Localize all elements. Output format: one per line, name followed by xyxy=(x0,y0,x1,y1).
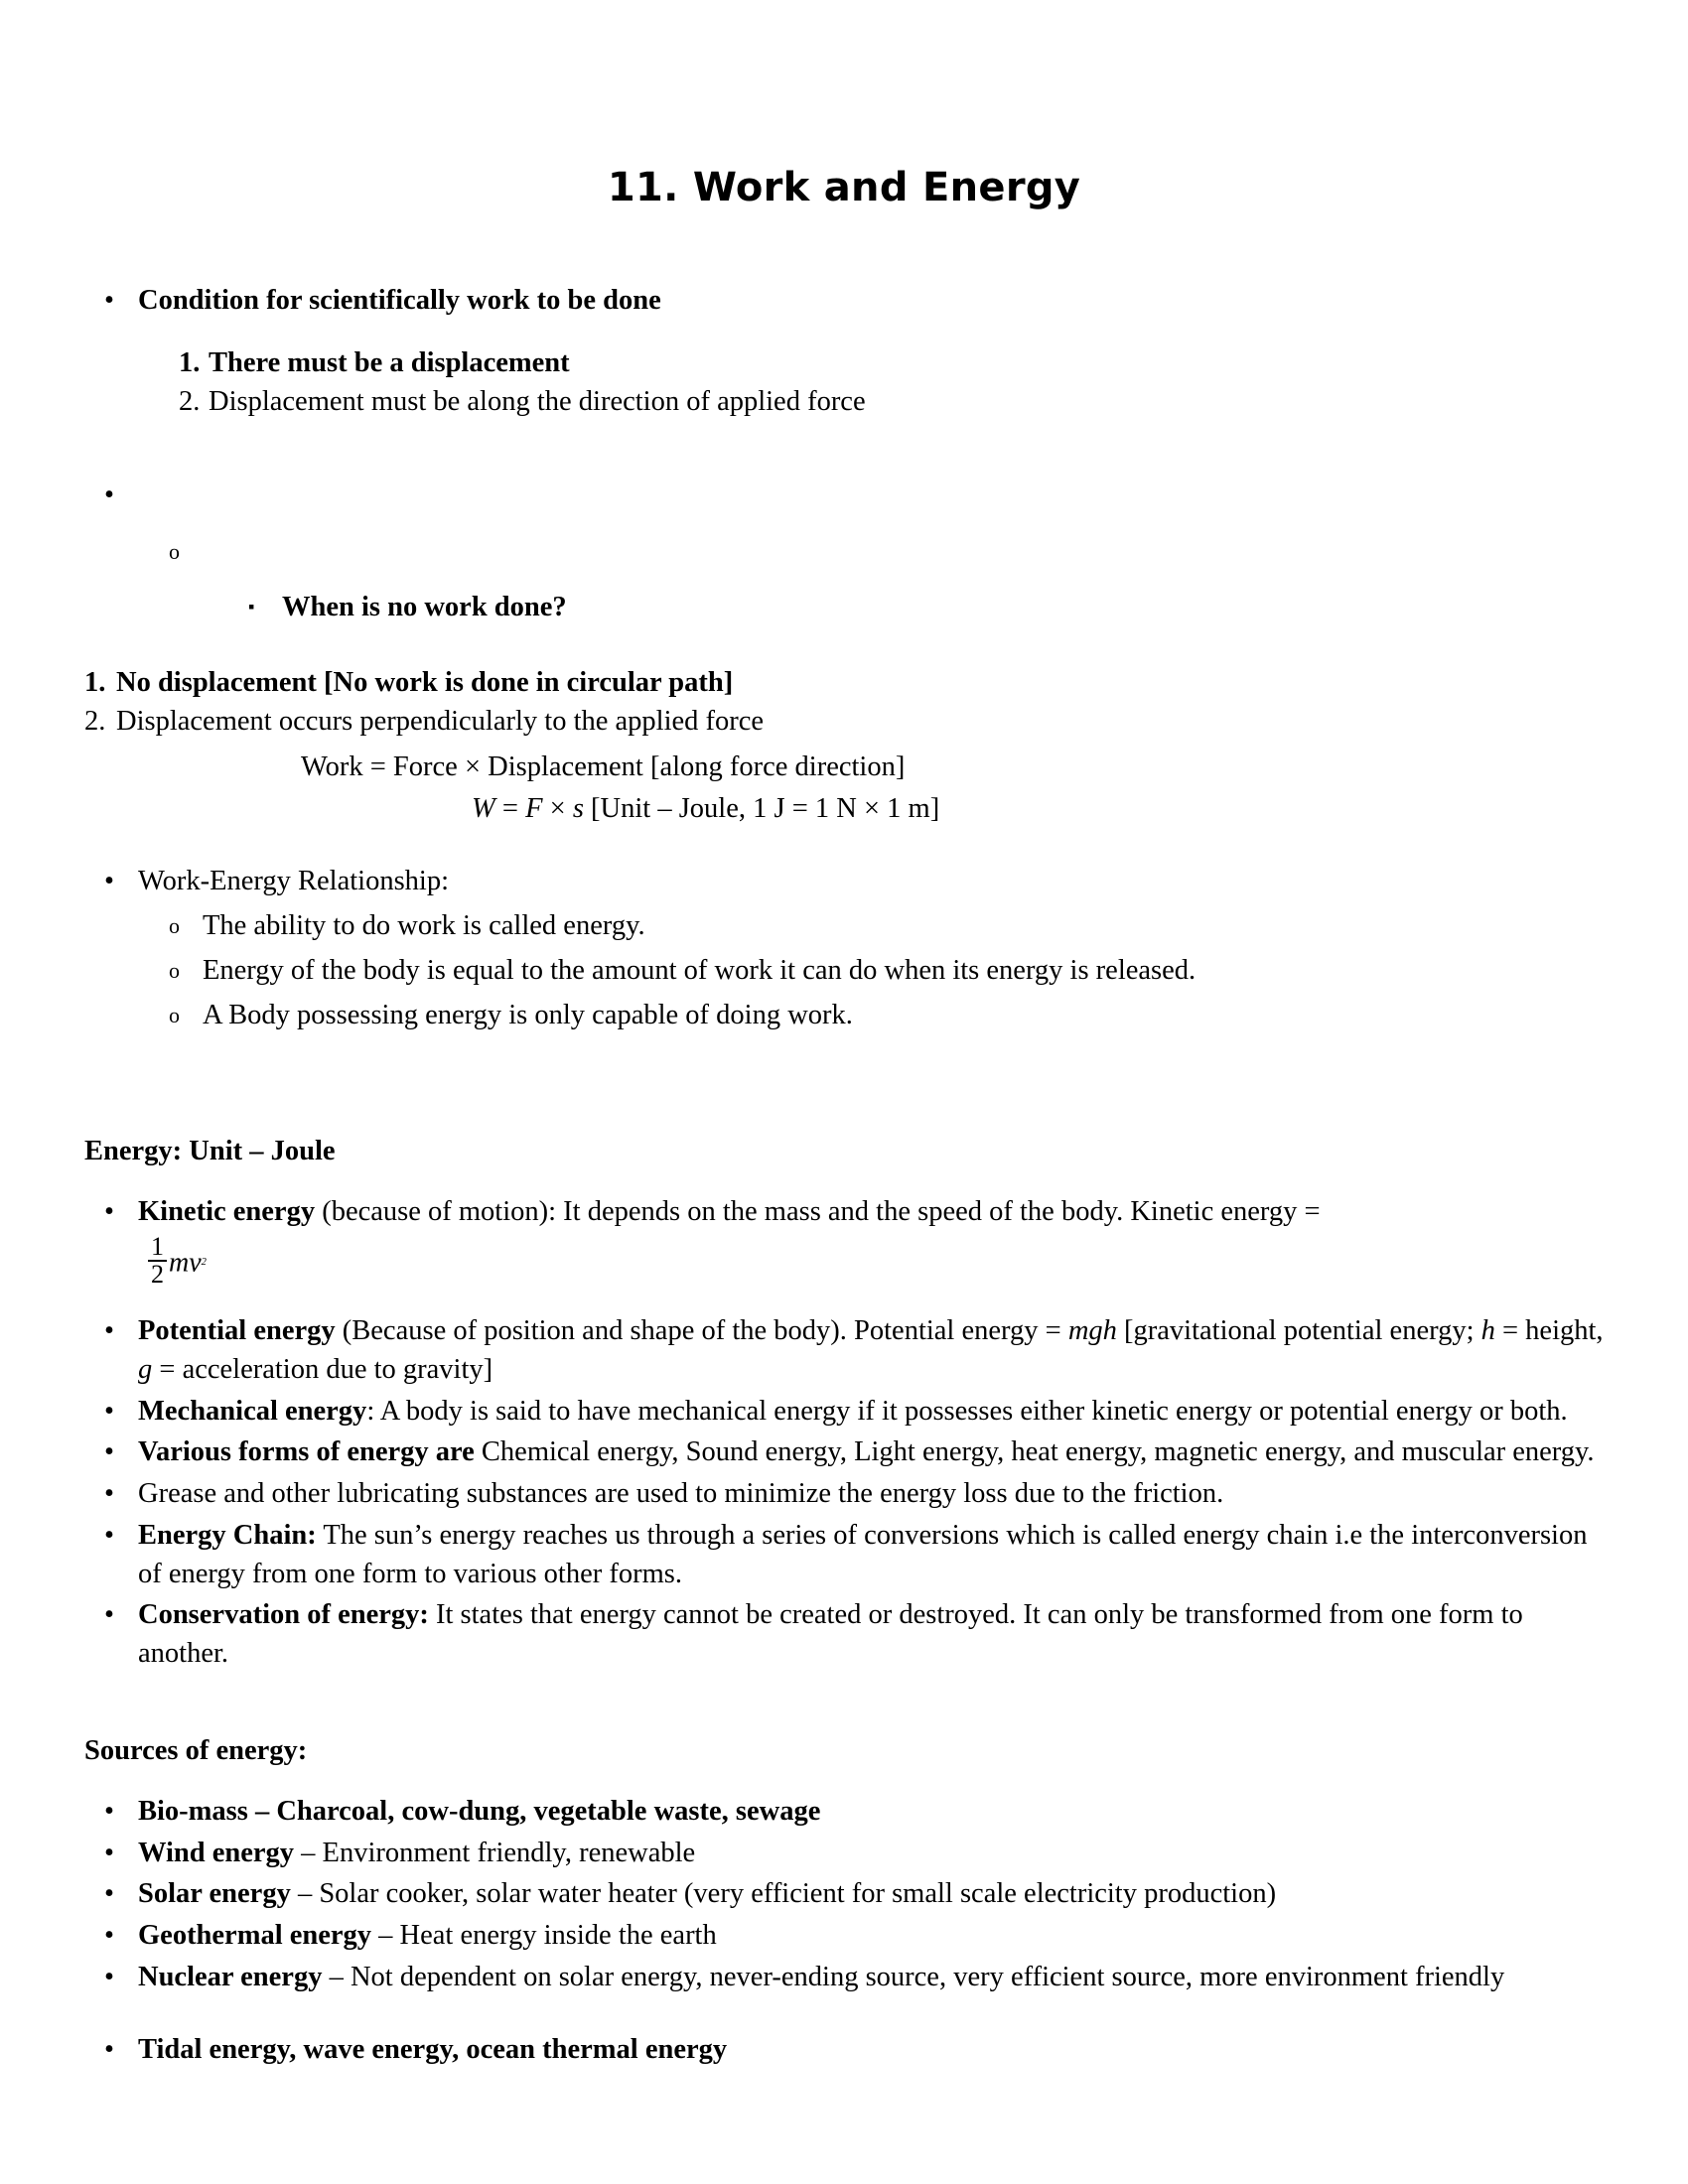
formula-unit-label: [Unit – Joule, 1 J = 1 N × 1 m] xyxy=(583,793,940,825)
grease-label: Grease and other lubricating substances are used to minimize the energy loss due to the friction. xyxy=(138,1478,1224,1510)
formula-mv-label: mv xyxy=(169,1247,202,1279)
potential-energy-desc-c: = height, xyxy=(1494,1315,1604,1347)
fraction-numerator: 1 xyxy=(151,1232,164,1262)
energy-chain-text xyxy=(138,1517,1604,1594)
formula-work-words-label: Work = Force × Displacement [along force direction] xyxy=(301,751,906,783)
list-item xyxy=(179,344,1604,383)
work-energy-point-1-label: The ability to do work is called energy. xyxy=(203,910,645,942)
circle-bullet-icon: o xyxy=(169,1002,180,1027)
solar-energy-text xyxy=(138,1875,1604,1914)
bullet-nuclear-energy xyxy=(104,1959,1604,1997)
various-forms-text xyxy=(138,1433,1604,1472)
formula-symbol-f: F xyxy=(525,793,543,825)
list-item xyxy=(169,997,1604,1035)
wind-energy-description: – Environment friendly, renewable xyxy=(294,1837,696,1868)
formula-symbol-times: × xyxy=(542,793,573,825)
geothermal-energy-description: – Heat energy inside the earth xyxy=(371,1920,717,1952)
solar-energy-label: Solar energy xyxy=(138,1878,291,1910)
bullet-tidal-energy xyxy=(104,2031,1604,2070)
formula-symbol-s: s xyxy=(572,793,584,825)
bio-mass-text xyxy=(138,1793,1604,1832)
potential-energy-desc-d: = acceleration due to gravity] xyxy=(152,1353,493,1385)
list-item xyxy=(84,702,1604,742)
disc-bullet-icon: • xyxy=(104,1961,114,1992)
work-energy-point-3-label: A Body possessing energy is only capable of doing work. xyxy=(203,999,853,1030)
condition-item-1-label: There must be a displacement xyxy=(209,346,570,378)
sources-bullet-list xyxy=(104,1793,1604,1997)
energy-chain-label: Energy Chain: xyxy=(138,1519,317,1551)
disc-bullet-icon: • xyxy=(104,2033,114,2065)
kinetic-energy-text xyxy=(138,1193,1604,1232)
potential-energy-desc-a: (Because of position and shape of the body). Potential energy = xyxy=(335,1315,1068,1347)
disc-bullet-icon: • xyxy=(104,1837,114,1868)
no-work-numbered-list xyxy=(84,663,1604,743)
potential-energy-text xyxy=(138,1312,1604,1390)
bullet-when-no-work xyxy=(248,589,1604,627)
solar-energy-description: – Solar cooker, solar water heater (very efficient for small scale electricity production) xyxy=(290,1878,1277,1910)
formula-work-symbols xyxy=(472,793,1604,825)
condition-item-2-number: 2. xyxy=(179,385,201,417)
bullet-bio-mass xyxy=(104,1793,1604,1832)
wind-energy-label: Wind energy xyxy=(138,1837,295,1868)
section-condition xyxy=(104,282,1604,421)
disc-bullet-icon: • xyxy=(104,1519,114,1551)
bio-mass-label: Bio-mass – Charcoal, cow-dung, vegetable waste, sewage xyxy=(138,1795,821,1827)
bullet-wind-energy xyxy=(104,1835,1604,1873)
sources-heading: Sources of energy: xyxy=(84,1734,308,1766)
formula-symbol-w: W xyxy=(472,793,495,825)
disc-bullet-icon: • xyxy=(104,866,114,897)
mechanical-energy-label: Mechanical energy xyxy=(138,1395,367,1427)
bullet-work-energy-heading xyxy=(104,863,1604,901)
section-energy xyxy=(84,1136,1604,1674)
nuclear-energy-text xyxy=(138,1959,1604,1997)
energy-chain-description: The sun’s energy reaches us through a series of conversions which is called energy chain i.e the interconversion of energy from one form to various other forms. xyxy=(138,1519,1588,1589)
potential-energy-label: Potential energy xyxy=(138,1315,336,1347)
kinetic-energy-description: (because of motion): It depends on the mass and the speed of the body. Kinetic energy = xyxy=(315,1196,1321,1228)
list-item xyxy=(169,952,1604,991)
when-no-work-question-label: When is no work done? xyxy=(282,591,567,622)
formula-symbol-equals: = xyxy=(494,793,526,825)
circle-bullet-icon: o xyxy=(169,539,180,564)
list-item xyxy=(84,663,1604,703)
bullet-grease xyxy=(104,1475,1604,1514)
conservation-description: It states that energy cannot be created or destroyed. It can only be transformed from one form to another. xyxy=(138,1599,1523,1670)
formula-exponent-label: 2 xyxy=(201,1257,207,1269)
energy-bullet-list xyxy=(104,1193,1604,1674)
kinetic-energy-formula xyxy=(146,1234,1604,1309)
disc-bullet-icon: • xyxy=(104,1795,114,1827)
disc-bullet-icon: • xyxy=(104,1478,114,1510)
section-work-energy-relationship xyxy=(104,863,1604,1034)
disc-bullet-icon: • xyxy=(104,1395,114,1427)
bullet-various-forms xyxy=(104,1433,1604,1472)
tidal-energy-label: Tidal energy, wave energy, ocean thermal energy xyxy=(138,2033,728,2065)
page-title: 11. Work and Energy xyxy=(607,165,1081,210)
work-energy-point-2-label: Energy of the body is equal to the amount of work it can do when its energy is released. xyxy=(203,954,1196,986)
work-energy-sub-list xyxy=(169,907,1604,1034)
disc-bullet-icon: • xyxy=(104,1315,114,1347)
bullet-empty-level1 xyxy=(104,477,1604,515)
condition-heading-label: Condition for scientifically work to be done xyxy=(138,285,661,316)
conservation-label: Conservation of energy: xyxy=(138,1599,429,1631)
potential-energy-mgh: mgh xyxy=(1067,1315,1117,1347)
disc-bullet-icon: • xyxy=(104,479,114,511)
condition-item-1-number: 1. xyxy=(179,346,201,378)
disc-bullet-icon: • xyxy=(104,1599,114,1631)
nuclear-energy-description: – Not dependent on solar energy, never-ending source, very efficient source, more environment friendly xyxy=(322,1961,1505,1992)
nowork-item-1-number: 1. xyxy=(84,666,106,698)
fraction-denominator: 2 xyxy=(148,1260,167,1288)
work-energy-heading-label: Work-Energy Relationship: xyxy=(138,866,449,897)
bullet-geothermal-energy xyxy=(104,1917,1604,1956)
condition-numbered-list xyxy=(179,344,1604,422)
section-sources-of-energy xyxy=(84,1735,1604,2070)
energy-heading: Energy: Unit – Joule xyxy=(84,1136,336,1167)
nuclear-energy-label: Nuclear energy xyxy=(138,1961,323,1992)
disc-bullet-icon: • xyxy=(104,1920,114,1952)
nowork-item-2-number: 2. xyxy=(84,706,106,738)
circle-bullet-icon: o xyxy=(169,913,180,939)
formula-work-words xyxy=(301,751,1604,783)
circle-bullet-icon: o xyxy=(169,957,180,983)
one-half-fraction xyxy=(148,1234,167,1288)
square-bullet-icon: ▪ xyxy=(248,596,255,616)
wind-energy-text xyxy=(138,1835,1604,1873)
geothermal-energy-label: Geothermal energy xyxy=(138,1920,372,1952)
disc-bullet-icon: • xyxy=(104,1436,114,1468)
nowork-item-2-label: Displacement occurs perpendicularly to the applied force xyxy=(116,706,765,738)
list-item xyxy=(169,907,1604,946)
potential-energy-h: h xyxy=(1480,1315,1495,1347)
bullet-conservation-of-energy xyxy=(104,1596,1604,1674)
bullet-kinetic-energy xyxy=(104,1193,1604,1232)
bullet-potential-energy xyxy=(104,1312,1604,1390)
potential-energy-desc-b: [gravitational potential energy; xyxy=(1116,1315,1481,1347)
geothermal-energy-text xyxy=(138,1917,1604,1956)
various-forms-description: Chemical energy, Sound energy, Light energy, heat energy, magnetic energy, and muscular energy. xyxy=(474,1436,1595,1468)
list-item xyxy=(179,383,1604,422)
disc-bullet-icon: • xyxy=(104,285,114,316)
mechanical-energy-description: : A body is said to have mechanical energy if it possesses either kinetic energy or potential energy or both. xyxy=(366,1395,1568,1427)
kinetic-energy-label: Kinetic energy xyxy=(138,1196,316,1228)
potential-energy-g: g xyxy=(138,1353,153,1385)
disc-bullet-icon: • xyxy=(104,1878,114,1910)
bullet-solar-energy xyxy=(104,1875,1604,1914)
section-no-work xyxy=(104,477,1604,626)
disc-bullet-icon: • xyxy=(104,1196,114,1228)
bullet-energy-chain xyxy=(104,1517,1604,1594)
nowork-item-1-label: No displacement [No work is done in circular path] xyxy=(116,666,734,698)
bullet-empty-level2 xyxy=(169,533,1604,571)
bullet-mechanical-energy xyxy=(104,1393,1604,1432)
various-forms-label: Various forms of energy are xyxy=(138,1436,475,1468)
condition-item-2-label: Displacement must be along the direction of applied force xyxy=(209,385,866,417)
conservation-text xyxy=(138,1596,1604,1674)
bullet-condition-heading xyxy=(104,282,1604,321)
mechanical-energy-text xyxy=(138,1393,1604,1432)
